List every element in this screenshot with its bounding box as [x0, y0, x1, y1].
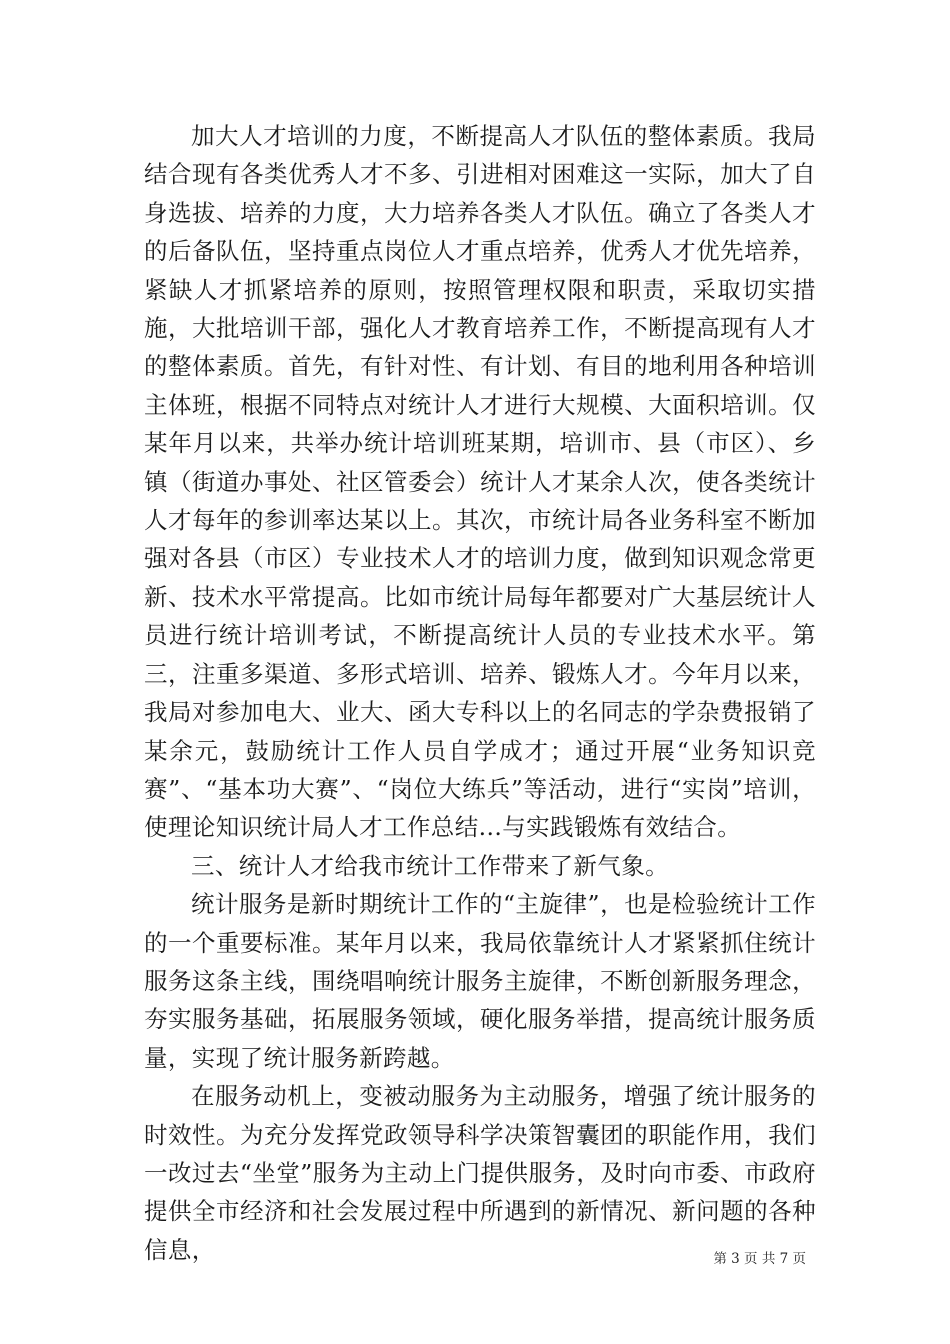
paragraph-talent-training: 加大人才培训的力度，不断提高人才队伍的整体素质。我局结合现有各类优秀人才不多、引进相对困难这一实际，加大了自身选拔、培养的力度，大力培养各类人才队伍。确立了各类人才的后备队伍，坚持重点岗位人才重点培养，优秀人才优先培养，紧缺人才抓紧培养的原则，按照管理权限和职责，采取切实措施，大批培训干部，强化人才教育培养工作，不断提高现有人才的整体素质。首先，有针对性、有计划、有目的地利用各种培训主体班，根据不同特点对统计人才进行大规模、大面积培训。仅某年月以来，共举办统计培训班某期，培训市、县（市区）、乡镇（街道办事处、社区管委会）统计人才某余人次，使各类统计人才每年的参训率达某以上。其次，市统计局各业务科室不断加强对各县（市区）专业技术人才的培训力度，做到知识观念常更新、技术水平常提高。比如市统计局每年都要对广大基层统计人员进行统计培训考试，不断提高统计人员的专业技术水平。第三，注重多渠道、多形式培训、培养、锻炼人才。今年月以来，我局对参加电大、业大、函大专科以上的名同志的学杂费报销了某余元，鼓励统计工作人员自学成才；通过开展“业务知识竞赛”、“基本功大赛”、“岗位大练兵”等活动，进行“实岗”培训，使理论知识统计局人才工作总结...与实践锻炼有效结合。 — [144, 122, 816, 842]
paragraph-service-motivation: 在服务动机上，变被动服务为主动服务，增强了统计服务的时效性。为充分发挥党政领导科学决策智囊团的职能作用，我们一改过去“坐堂”服务为主动上门提供服务，及时向市委、市政府提供全市经济和社会发展过程中所遇到的新情况、新问题的各种信息， — [144, 1082, 816, 1264]
page-number-footer: 第 3 页 共 7 页 — [713, 1251, 806, 1267]
body-text — [144, 117, 816, 1269]
section-heading-three: 三、统计人才给我市统计工作带来了新气象。 — [191, 851, 669, 880]
paragraph-statistical-service: 统计服务是新时期统计工作的“主旋律”，也是检验统计工作的一个重要标准。某年月以来，我局依靠统计人才紧紧抓住统计服务这条主线，围绕唱响统计服务主旋律，不断创新服务理念，夯实服务基础，拓展服务领域，硬化服务举措，提高统计服务质量，实现了统计服务新跨越。 — [144, 890, 816, 1072]
